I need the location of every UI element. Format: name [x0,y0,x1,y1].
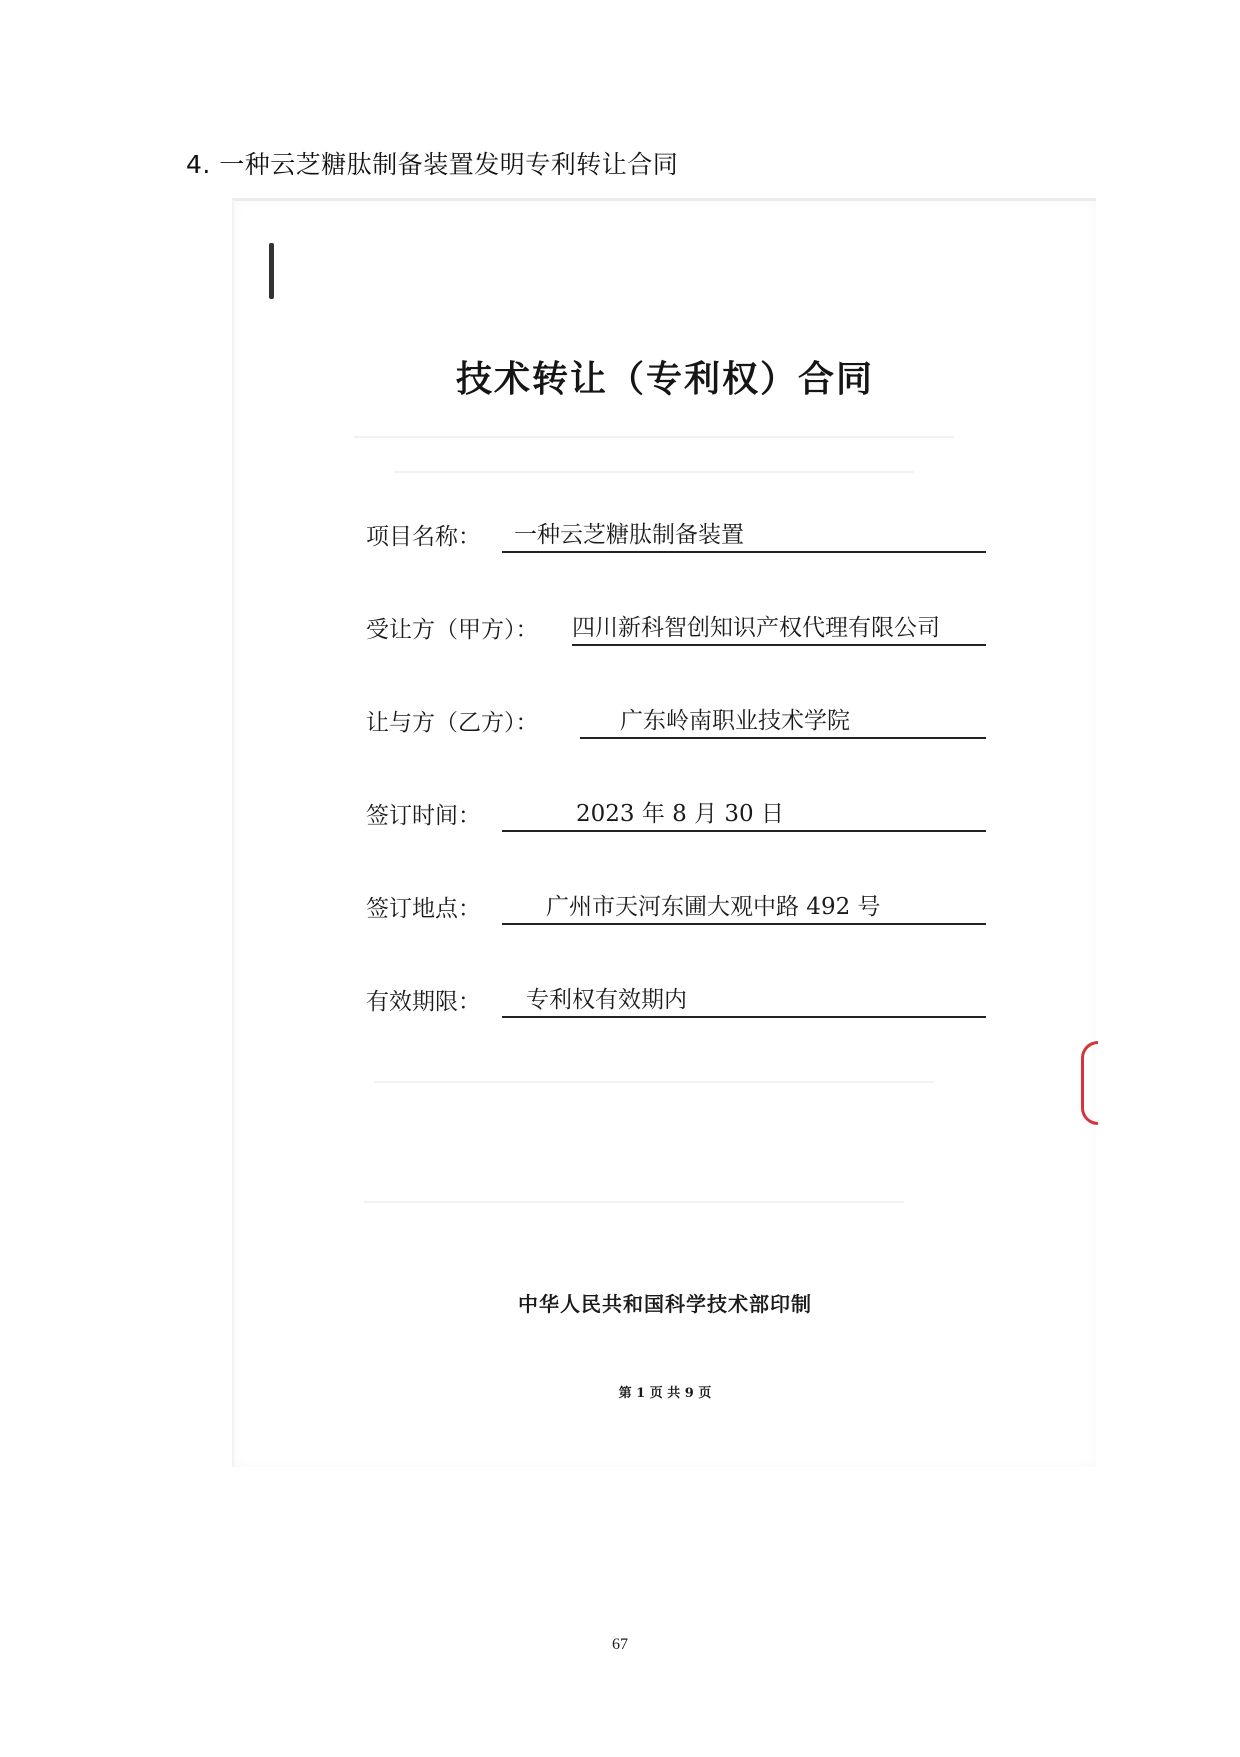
underline [502,1016,986,1018]
field-validity [366,984,986,1018]
field-label: 有效期限： [366,989,481,1015]
field-value: 2023 年 8 月 30 日 [576,801,784,827]
field-signing-date [366,798,986,832]
underline [572,644,986,646]
field-transferee [366,612,986,646]
field-value: 一种云芝糖肽制备装置 [514,522,744,548]
red-seal-edge [1081,1041,1098,1125]
underline [502,923,986,925]
field-transferor [366,705,986,739]
contract-cover-scan [232,198,1096,1467]
field-value: 四川新科智创知识产权代理有限公司 [572,615,940,641]
underline [502,830,986,832]
field-value: 广州市天河东圃大观中路 492 号 [546,894,881,920]
page-number: 67 [612,1636,628,1653]
underline [502,551,986,553]
binding-mark [269,243,274,299]
section-heading: 4. 一种云芝糖肽制备装置发明专利转让合同 [186,150,679,179]
field-value: 专利权有效期内 [526,987,687,1013]
field-label: 签订时间： [366,803,481,829]
inner-page-indicator: 第 1 页 共 9 页 [618,1386,712,1401]
field-label: 让与方（乙方）： [366,710,539,736]
field-value: 广东岭南职业技术学院 [620,708,850,734]
field-label: 项目名称： [366,524,481,550]
underline [580,737,986,739]
contract-title: 技术转让（专利权）合同 [455,359,874,400]
field-project-name [366,519,986,553]
field-label: 签订地点： [366,896,481,922]
field-signing-place [366,891,986,925]
field-label: 受让方（甲方）： [366,617,539,643]
printer-line: 中华人民共和国科学技术部印制 [518,1292,812,1316]
